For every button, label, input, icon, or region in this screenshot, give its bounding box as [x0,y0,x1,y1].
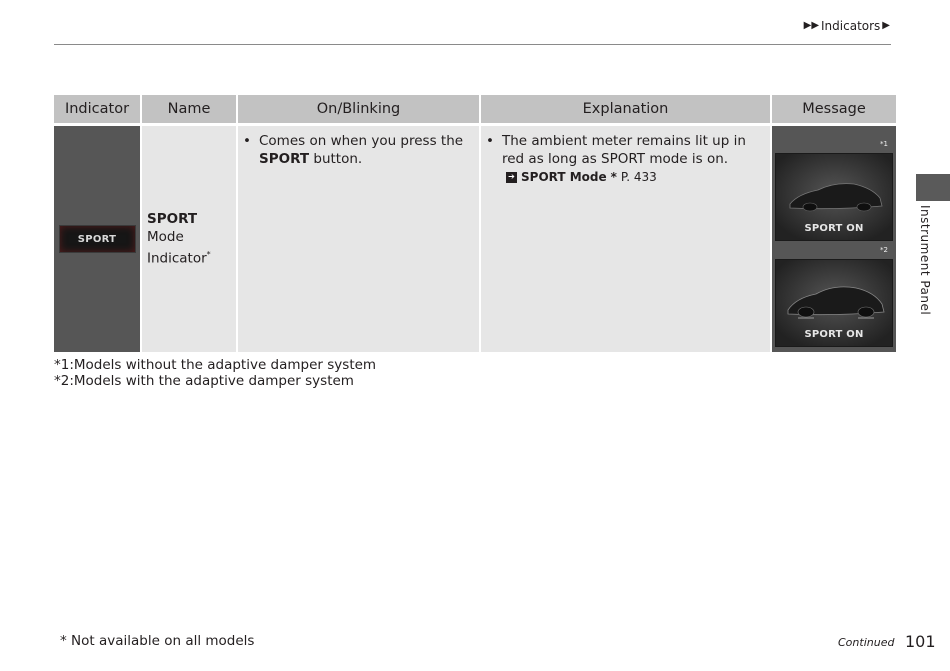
xref-label: SPORT Mode [521,170,607,184]
availability-note: * Not available on all models [60,633,255,649]
message-cell [772,126,896,352]
on-blinking-bullet [243,132,473,168]
on-blinking-bold: SPORT [259,151,310,167]
header-divider [54,44,891,45]
table-header-row [54,95,896,123]
section-tab[interactable] [916,174,950,201]
name-rest: Mode [147,229,184,246]
continued-label: Continued [838,636,895,649]
table-row [54,126,896,352]
bullet-icon: • [486,133,494,149]
on-blinking-tail: button. [309,151,363,167]
footnote-2: *2:Models with the adaptive damper system [54,373,354,389]
name-line2: Indicator [147,250,207,267]
column-header: Name [142,95,236,123]
breadcrumb [804,19,890,33]
explanation-bullet [486,132,764,168]
page-number: 101 [905,632,936,651]
bullet-icon: • [243,133,251,149]
indicator-cell [54,126,140,352]
xref-asterisk: * [610,170,617,184]
reference-arrow-icon: ➔ [506,172,517,183]
arrow-icon: ▶ [882,20,890,31]
column-header: On/Blinking [238,95,479,123]
column-header: Explanation [481,95,770,123]
explanation-cell [481,126,770,352]
explanation-text: The ambient meter remains lit up in red as long as SPORT mode is on. [502,133,746,167]
column-header: Indicator [54,95,140,123]
double-arrow-icon: ▶▶ [803,20,820,31]
name-bold: SPORT [147,211,198,228]
message-label: SPORT ON [804,329,864,340]
cross-reference-link[interactable] [506,168,764,186]
name-cell [142,126,236,352]
section-label: Instrument Panel [918,205,932,316]
column-header: Message [772,95,896,123]
on-blinking-text: Comes on when you press the [259,133,464,149]
indicator-table [52,95,898,352]
on-blinking-cell [238,126,479,352]
message-screen-image [775,259,893,347]
sport-indicator-icon: SPORT [59,225,136,253]
name-asterisk: * [206,250,211,260]
xref-page: P. 433 [620,170,657,184]
breadcrumb-label[interactable]: Indicators [821,19,881,33]
footnote-1: *1:Models without the adaptive damper system [54,357,377,373]
footnote-marker: *1 [880,140,888,148]
footnote-marker: *2 [880,246,888,254]
table-footnotes [54,357,376,389]
message-screen-image [775,153,893,241]
message-label: SPORT ON [804,223,864,234]
